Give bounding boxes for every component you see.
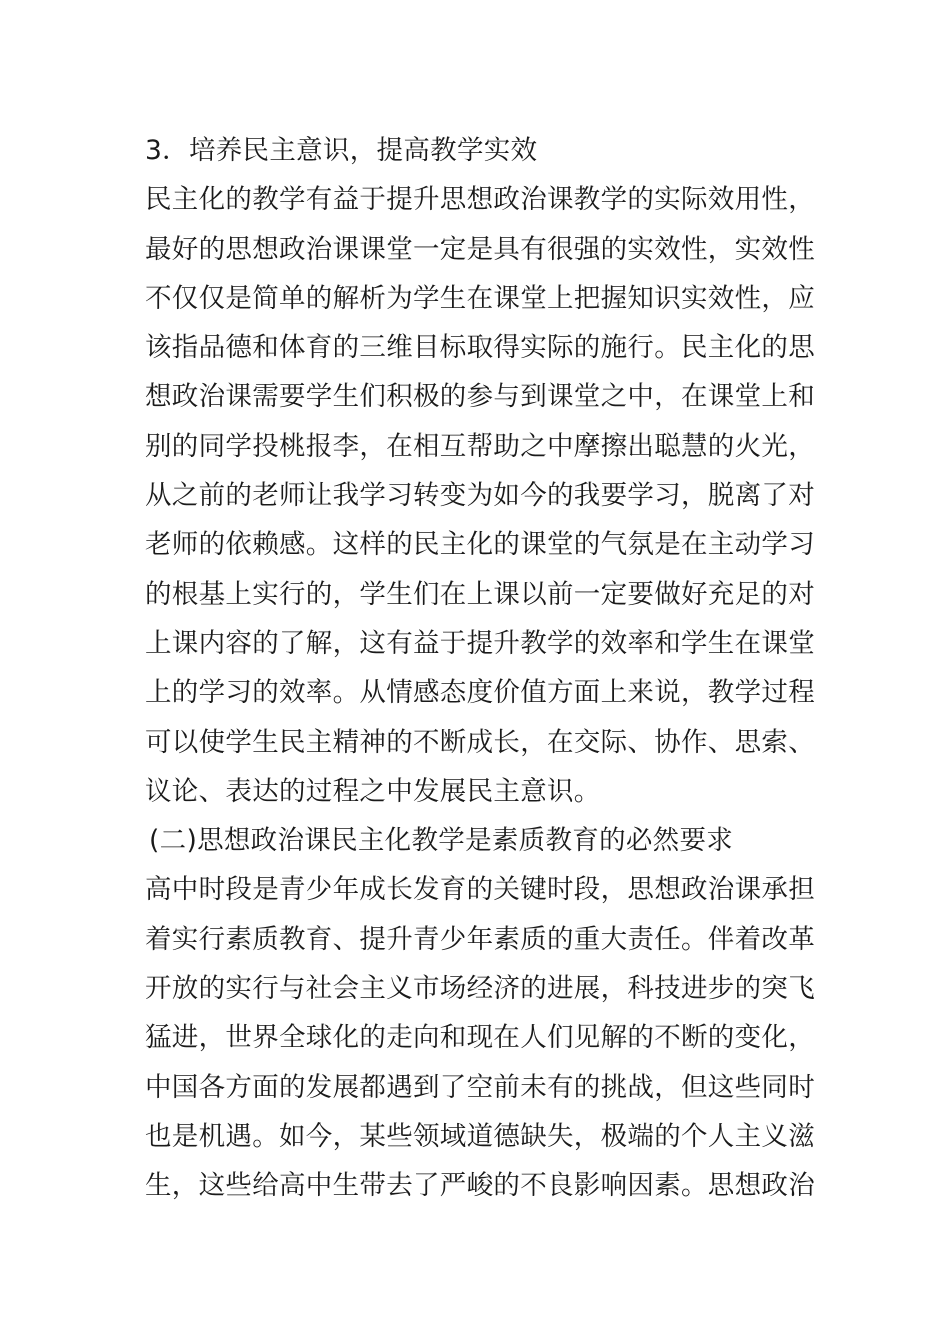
paragraph-line: 生，这些给高中生带去了严峻的不良影响因素。思想政治	[145, 1170, 815, 1202]
paragraph-line: 也是机遇。如今，某些领域道德缺失，极端的个人主义滋	[145, 1120, 815, 1152]
section-heading: 3．培养民主意识，提高教学实效	[145, 135, 538, 166]
paragraph-line: 最好的思想政治课课堂一定是具有很强的实效性，实效性	[145, 233, 815, 265]
paragraph-line: 从之前的老师让我学习转变为如今的我要学习，脱离了对	[145, 480, 815, 512]
paragraph-line: 着实行素质教育、提升青少年素质的重大责任。伴着改革	[145, 923, 815, 955]
paragraph-line: 老师的依赖感。这样的民主化的课堂的气氛是在主动学习	[145, 529, 815, 561]
paragraph-line: 上的学习的效率。从情感态度价值方面上来说，教学过程	[145, 677, 815, 709]
paragraph-line: 中国各方面的发展都遇到了空前未有的挑战，但这些同时	[145, 1071, 815, 1103]
paragraph-line: 民主化的教学有益于提升思想政治课教学的实际效用性，	[145, 184, 815, 216]
paragraph-line: 上课内容的了解，这有益于提升教学的效率和学生在课堂	[145, 627, 815, 659]
document-body	[145, 126, 815, 1211]
section-subheading: (二)思想政治课民主化教学是素质教育的必然要求	[149, 825, 734, 857]
paragraph-line: 开放的实行与社会主义市场经济的进展，科技进步的突飞	[145, 973, 815, 1005]
paragraph-line: 别的同学投桃报李，在相互帮助之中摩擦出聪慧的火光，	[145, 430, 815, 462]
paragraph-line: 不仅仅是简单的解析为学生在课堂上把握知识实效性，应	[145, 282, 815, 314]
paragraph-line: 高中时段是青少年成长发育的关键时段，思想政治课承担	[145, 874, 815, 906]
paragraph-line: 想政治课需要学生们积极的参与到课堂之中，在课堂上和	[145, 381, 815, 413]
paragraph-line: 猛进，世界全球化的走向和现在人们见解的不断的变化，	[145, 1022, 815, 1054]
paragraph-line: 可以使学生民主精神的不断成长，在交际、协作、思索、	[145, 726, 815, 758]
paragraph-line: 该指品德和体育的三维目标取得实际的施行。民主化的思	[145, 332, 815, 364]
paragraph-line: 议论、表达的过程之中发展民主意识。	[145, 775, 601, 807]
paragraph-line: 的根基上实行的，学生们在上课以前一定要做好充足的对	[145, 578, 815, 610]
